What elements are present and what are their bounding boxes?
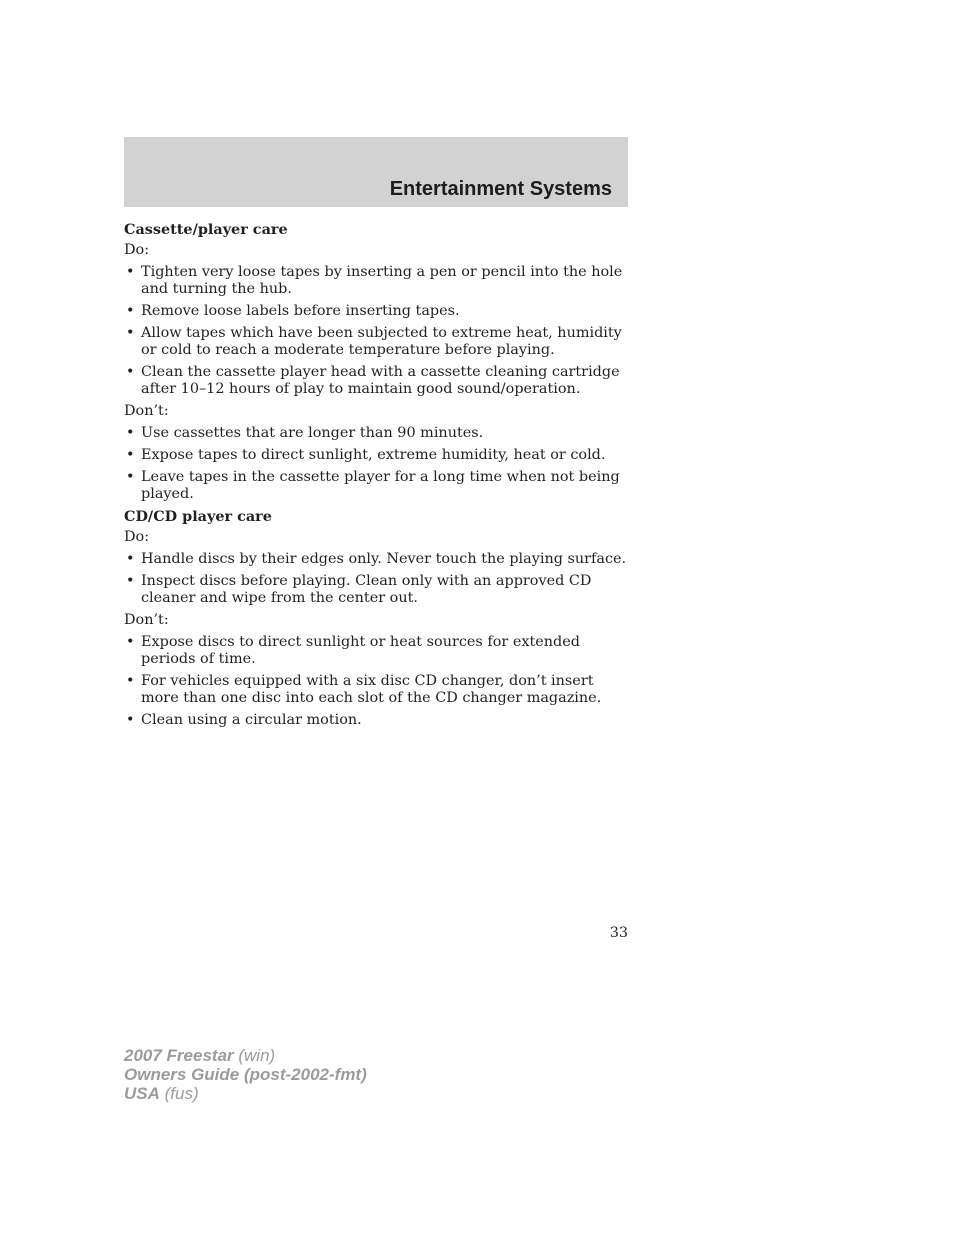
do-label: Do: bbox=[124, 242, 150, 258]
section-title: Entertainment Systems bbox=[389, 178, 612, 200]
list-item: • Inspect discs before playing. Clean only with an approved CD cleaner and wipe from the center out. bbox=[126, 573, 592, 606]
bullet-icon: • bbox=[126, 364, 135, 380]
footer-line-market: USA (fus) bbox=[124, 1084, 199, 1103]
bullet-icon: • bbox=[126, 425, 135, 441]
do-list bbox=[124, 264, 628, 398]
list-item: • Handle discs by their edges only. Never touch the playing surface. bbox=[126, 551, 627, 567]
footer-line-guide: Owners Guide (post-2002-fmt) bbox=[124, 1065, 367, 1084]
page-content bbox=[124, 219, 628, 734]
section-cd-care bbox=[124, 508, 628, 729]
bullet-icon: • bbox=[126, 469, 135, 485]
list-item: • Allow tapes which have been subjected to extreme heat, humidity or cold to reach a moderate temperature before playing. bbox=[126, 325, 622, 358]
list-item: • Clean using a circular motion. bbox=[126, 712, 362, 728]
dont-label: Don’t: bbox=[124, 612, 169, 628]
section-header-band bbox=[124, 137, 628, 207]
bullet-icon: • bbox=[126, 264, 135, 280]
list-item: • Tighten very loose tapes by inserting a pen or pencil into the hole and turning the hub. bbox=[126, 264, 623, 297]
section-heading: Cassette/player care bbox=[124, 221, 288, 238]
list-item: • Use cassettes that are longer than 90 minutes. bbox=[126, 425, 484, 441]
list-item: • Expose discs to direct sunlight or heat sources for extended periods of time. bbox=[126, 634, 580, 667]
bullet-icon: • bbox=[126, 712, 135, 728]
bullet-icon: • bbox=[126, 303, 135, 319]
page-number: 33 bbox=[609, 925, 628, 941]
do-label: Do: bbox=[124, 529, 150, 545]
list-item: • Expose tapes to direct sunlight, extreme humidity, heat or cold. bbox=[126, 447, 606, 463]
footer-line-model: 2007 Freestar (win) bbox=[124, 1046, 276, 1065]
dont-list bbox=[124, 634, 628, 729]
bullet-icon: • bbox=[126, 325, 135, 341]
list-item: • Clean the cassette player head with a cassette cleaning cartridge after 10–12 hours of play to maintain good sound/operation. bbox=[126, 364, 620, 397]
bullet-icon: • bbox=[126, 573, 135, 589]
bullet-icon: • bbox=[126, 551, 135, 567]
do-list bbox=[124, 551, 628, 607]
bullet-icon: • bbox=[126, 673, 135, 689]
document-footer bbox=[124, 1046, 367, 1103]
section-cassette-care bbox=[124, 221, 628, 503]
dont-list bbox=[124, 425, 628, 503]
bullet-icon: • bbox=[126, 634, 135, 650]
list-item: • Remove loose labels before inserting tapes. bbox=[126, 303, 460, 319]
bullet-icon: • bbox=[126, 447, 135, 463]
list-item: • Leave tapes in the cassette player for a long time when not being played. bbox=[126, 469, 620, 502]
list-item: • For vehicles equipped with a six disc CD changer, don’t insert more than one disc into each slot of the CD changer magazine. bbox=[126, 673, 602, 706]
section-heading: CD/CD player care bbox=[124, 508, 272, 525]
dont-label: Don’t: bbox=[124, 403, 169, 419]
